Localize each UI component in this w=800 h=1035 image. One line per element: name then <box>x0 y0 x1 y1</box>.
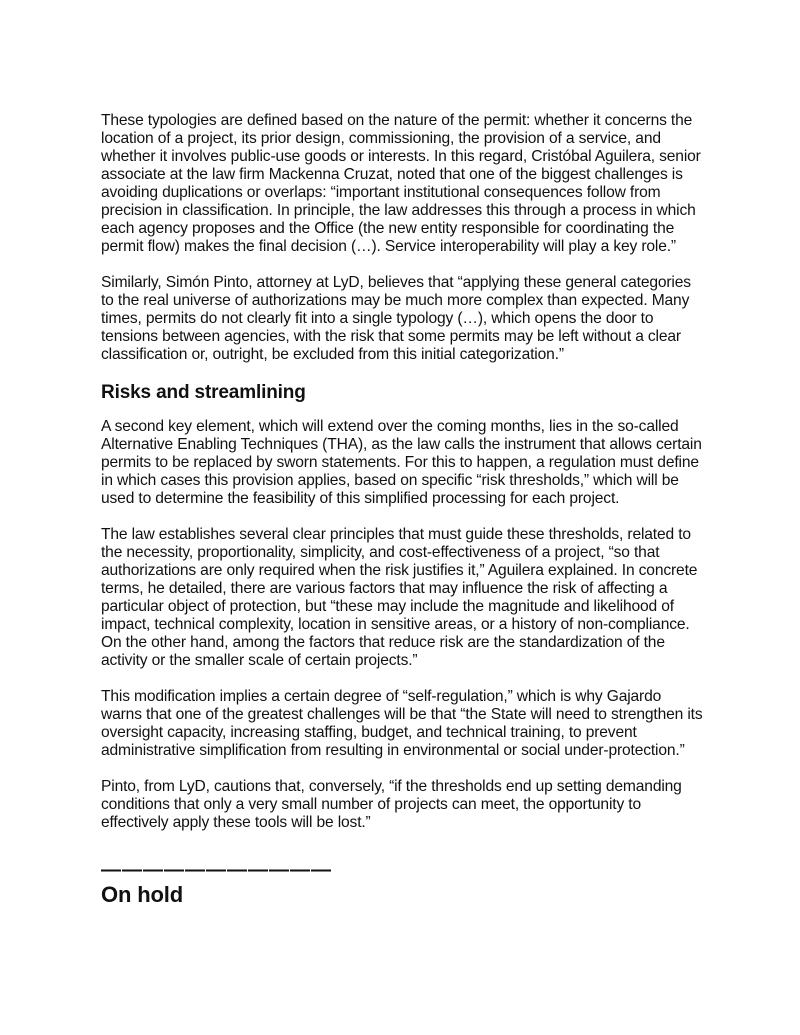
section-heading: Risks and streamlining <box>101 382 306 403</box>
article-body <box>101 112 705 908</box>
paragraph: Pinto, from LyD, cautions that, conversely, “if the thresholds end up setting demanding conditions that only a very small number of projects can meet, the opportunity to effectively apply these tools will be lost.” <box>101 778 682 831</box>
paragraph: The law establishes several clear principles that must guide these thresholds, related to the necessity, proportionality, simplicity, and cost-effectiveness of a project, “so that authorizations are only required when the risk justifies it,” Aguilera explained. In concrete terms, he detailed, there are various factors that may influence the risk of affecting a particular object of protection, but “these may include the magnitude and likelihood of impact, technical complexity, location in sensitive areas, or a history of non-compliance. On the other hand, among the factors that reduce risk are the standardization of the activity or the smaller scale of certain projects.” <box>101 526 698 669</box>
paragraph: Similarly, Simón Pinto, attorney at LyD, believes that “applying these general categories to the real universe of authorizations may be much more complex than expected. Many times, permits do not clearly fit into a single typology (…), which opens the door to tensions between agencies, with the risk that some permits may be left without a clear classification or, outright, be excluded from this initial categorization.” <box>101 274 691 363</box>
paragraph: These typologies are defined based on the nature of the permit: whether it concerns the location of a project, its prior design, commissioning, the provision of a service, and whether it involves public-use goods or interests. In this regard, Cristóbal Aguilera, senior associate at the law firm Mackenna Cruzat, noted that one of the biggest challenges is avoiding duplications or overlaps: “important institutional consequences follow from precision in classification. In principle, the law addresses this through a process in which each agency proposes and the Office (the new entity responsible for coordinating the permit flow) makes the final decision (…). Service interoperability will play a key role.” <box>101 112 701 255</box>
paragraph: A second key element, which will extend over the coming months, lies in the so-called Alternative Enabling Techniques (THA), as the law calls the instrument that allows certain permits to be replaced by sworn statements. For this to happen, a regulation must define in which cases this provision applies, based on specific “risk thresholds,” which will be used to determine the feasibility of this simplified processing for each project. <box>101 418 702 507</box>
paragraph: This modification implies a certain degree of “self-regulation,” which is why Gajardo warns that one of the greatest challenges will be that “the State will need to strengthen its oversight capacity, increasing staffing, budget, and technical training, to prevent administrative simplification from resulting in environmental or social under-protection.” <box>101 688 703 759</box>
section-separator: ——————————— <box>101 859 332 881</box>
next-section-heading: On hold <box>101 882 184 907</box>
